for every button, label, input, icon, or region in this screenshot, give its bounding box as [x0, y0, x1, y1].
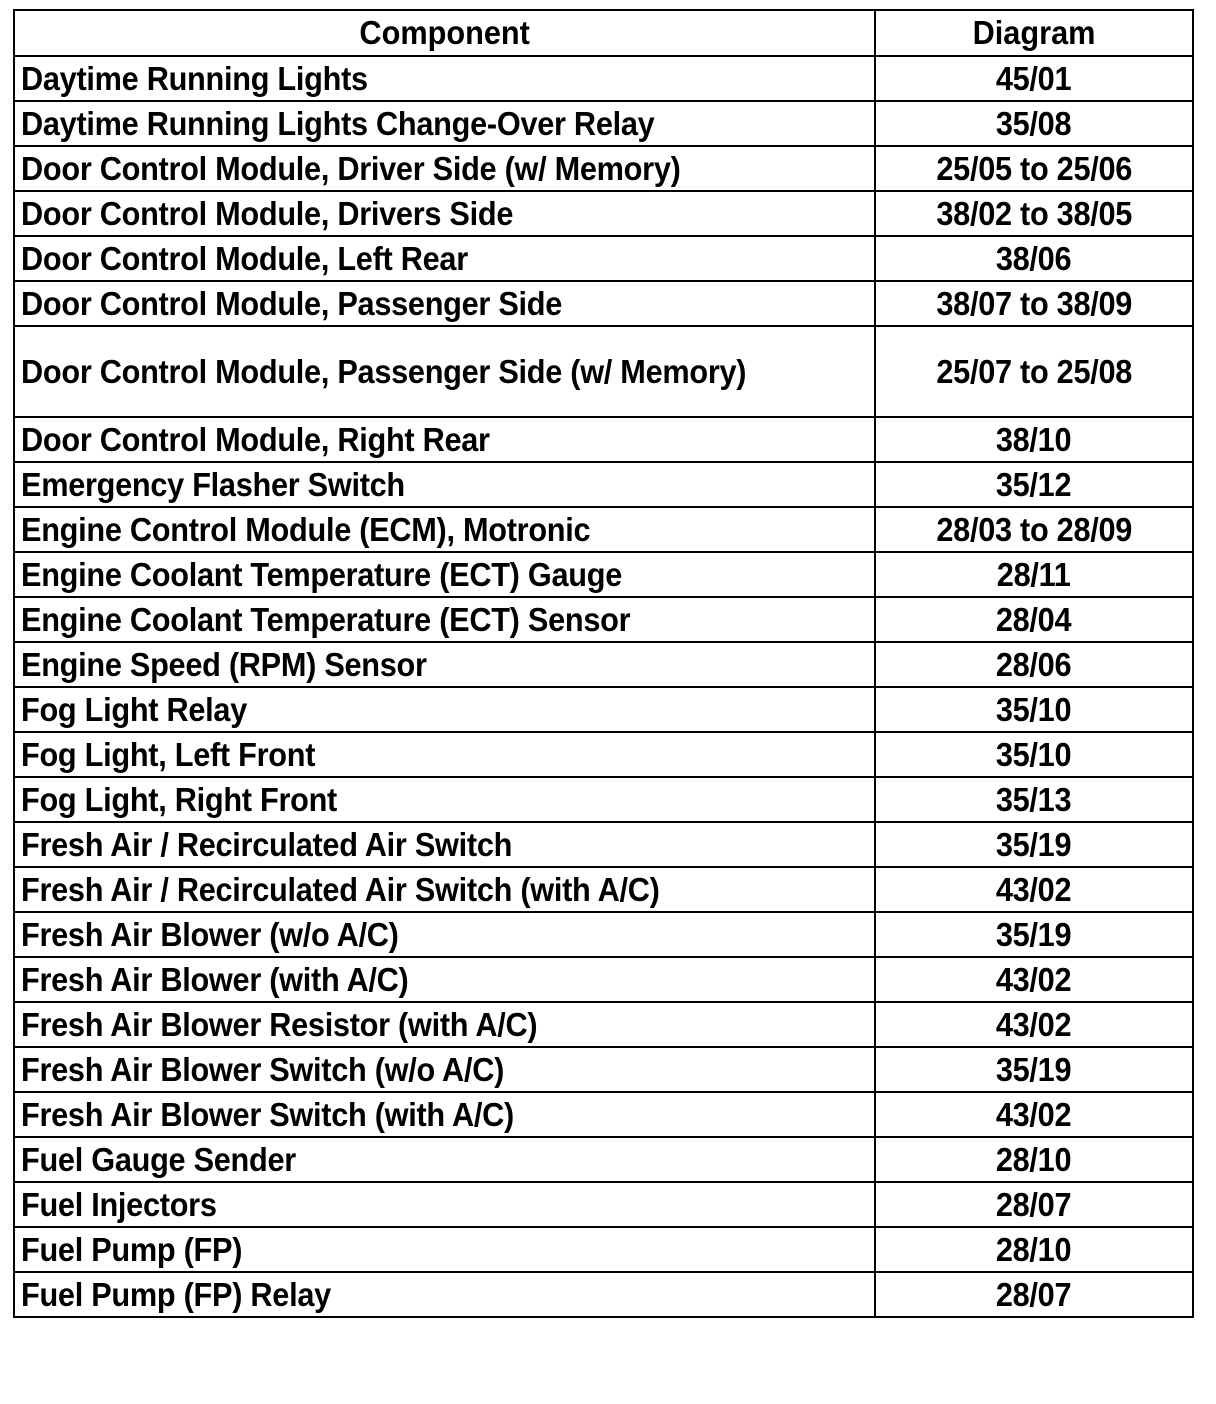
component-name: Fresh Air / Recirculated Air Switch: [21, 825, 513, 863]
table-row: [14, 732, 1193, 777]
table-row: [14, 326, 1193, 417]
component-name: Daytime Running Lights Change-Over Relay: [21, 104, 655, 142]
diagram-reference: 35/13: [996, 780, 1072, 818]
table-body: [14, 56, 1193, 1317]
diagram-cell: [875, 642, 1193, 687]
diagram-cell: [875, 462, 1193, 507]
diagram-cell: [875, 1272, 1193, 1317]
column-header-component-label: Component: [359, 14, 530, 51]
diagram-reference: 43/02: [996, 1095, 1072, 1133]
component-cell: [14, 417, 875, 462]
component-name: Fuel Pump (FP) Relay: [21, 1275, 331, 1313]
component-cell: [14, 642, 875, 687]
diagram-cell: [875, 1002, 1193, 1047]
diagram-cell: [875, 56, 1193, 101]
table-row: [14, 1137, 1193, 1182]
diagram-reference: 38/07 to 38/09: [936, 284, 1132, 322]
diagram-reference: 35/19: [996, 915, 1072, 953]
diagram-reference: 43/02: [996, 960, 1072, 998]
component-name: Engine Speed (RPM) Sensor: [21, 645, 427, 683]
table-row: [14, 597, 1193, 642]
component-cell: [14, 957, 875, 1002]
table-row: [14, 777, 1193, 822]
component-cell: [14, 1137, 875, 1182]
component-cell: [14, 1182, 875, 1227]
table-row: [14, 867, 1193, 912]
component-name: Fresh Air Blower Switch (w/o A/C): [21, 1050, 505, 1088]
table-row: [14, 822, 1193, 867]
component-cell: [14, 912, 875, 957]
diagram-reference: 35/10: [996, 690, 1072, 728]
component-cell: [14, 56, 875, 101]
component-cell: [14, 687, 875, 732]
table-row: [14, 1272, 1193, 1317]
component-cell: [14, 1047, 875, 1092]
component-cell: [14, 1092, 875, 1137]
component-cell: [14, 1272, 875, 1317]
diagram-reference: 28/10: [996, 1230, 1072, 1268]
component-cell: [14, 732, 875, 777]
diagram-reference: 28/07: [996, 1275, 1072, 1313]
column-header-diagram: [875, 10, 1193, 56]
diagram-cell: [875, 552, 1193, 597]
diagram-reference: 28/03 to 28/09: [936, 510, 1132, 548]
component-name: Fuel Gauge Sender: [21, 1140, 296, 1178]
diagram-reference: 43/02: [996, 870, 1072, 908]
diagram-cell: [875, 1227, 1193, 1272]
component-name: Daytime Running Lights: [21, 59, 368, 97]
component-cell: [14, 326, 875, 417]
table-row: [14, 1002, 1193, 1047]
diagram-cell: [875, 957, 1193, 1002]
column-header-diagram-label: Diagram: [972, 14, 1096, 51]
diagram-cell: [875, 101, 1193, 146]
diagram-cell: [875, 1092, 1193, 1137]
diagram-reference: 35/12: [996, 465, 1072, 503]
component-cell: [14, 867, 875, 912]
diagram-cell: [875, 867, 1193, 912]
component-cell: [14, 597, 875, 642]
diagram-cell: [875, 146, 1193, 191]
table-row: [14, 552, 1193, 597]
component-name: Fresh Air / Recirculated Air Switch (with A/C): [21, 870, 660, 908]
diagram-cell: [875, 777, 1193, 822]
diagram-cell: [875, 1182, 1193, 1227]
diagram-reference: 25/05 to 25/06: [936, 149, 1132, 187]
diagram-reference: 28/06: [996, 645, 1072, 683]
diagram-cell: [875, 1137, 1193, 1182]
diagram-reference: 28/07: [996, 1185, 1072, 1223]
component-cell: [14, 146, 875, 191]
component-name: Door Control Module, Driver Side (w/ Memory): [21, 149, 681, 187]
diagram-cell: [875, 912, 1193, 957]
component-table-sheet: [13, 9, 1192, 1318]
diagram-cell: [875, 597, 1193, 642]
component-diagram-table: [13, 9, 1194, 1318]
diagram-reference: 35/19: [996, 1050, 1072, 1088]
component-cell: [14, 1002, 875, 1047]
table-row: [14, 507, 1193, 552]
component-cell: [14, 822, 875, 867]
diagram-cell: [875, 1047, 1193, 1092]
table-row: [14, 236, 1193, 281]
diagram-reference: 45/01: [996, 59, 1072, 97]
component-name: Fuel Pump (FP): [21, 1230, 243, 1268]
table-row: [14, 191, 1193, 236]
diagram-cell: [875, 822, 1193, 867]
diagram-reference: 38/02 to 38/05: [936, 194, 1132, 232]
table-row: [14, 56, 1193, 101]
diagram-cell: [875, 326, 1193, 417]
diagram-reference: 38/10: [996, 420, 1072, 458]
diagram-reference: 43/02: [996, 1005, 1072, 1043]
table-row: [14, 1227, 1193, 1272]
component-cell: [14, 462, 875, 507]
diagram-cell: [875, 687, 1193, 732]
diagram-cell: [875, 191, 1193, 236]
component-cell: [14, 101, 875, 146]
table-row: [14, 957, 1193, 1002]
diagram-cell: [875, 281, 1193, 326]
diagram-cell: [875, 507, 1193, 552]
component-name: Fog Light Relay: [21, 690, 248, 728]
component-name: Fog Light, Right Front: [21, 780, 338, 818]
component-name: Engine Coolant Temperature (ECT) Gauge: [21, 555, 622, 593]
table-row: [14, 101, 1193, 146]
component-cell: [14, 552, 875, 597]
component-name: Door Control Module, Drivers Side: [21, 194, 514, 232]
diagram-reference: 28/11: [997, 555, 1071, 593]
header-row: [14, 10, 1193, 56]
component-name: Engine Control Module (ECM), Motronic: [21, 510, 591, 548]
component-name: Fresh Air Blower Switch (with A/C): [21, 1095, 514, 1133]
table-row: [14, 146, 1193, 191]
component-name: Door Control Module, Left Rear: [21, 239, 468, 277]
component-cell: [14, 777, 875, 822]
component-name: Door Control Module, Passenger Side: [21, 284, 563, 322]
diagram-reference: 35/19: [996, 825, 1072, 863]
diagram-reference: 28/04: [996, 600, 1072, 638]
component-cell: [14, 1227, 875, 1272]
component-name: Door Control Module, Passenger Side (w/ Memory): [21, 352, 747, 390]
diagram-cell: [875, 236, 1193, 281]
table-row: [14, 912, 1193, 957]
diagram-reference: 35/08: [996, 104, 1072, 142]
component-cell: [14, 191, 875, 236]
table-row: [14, 417, 1193, 462]
component-name: Engine Coolant Temperature (ECT) Sensor: [21, 600, 631, 638]
component-name: Fresh Air Blower (w/o A/C): [21, 915, 399, 953]
diagram-reference: 25/07 to 25/08: [936, 352, 1132, 390]
component-cell: [14, 236, 875, 281]
table-row: [14, 462, 1193, 507]
diagram-cell: [875, 732, 1193, 777]
diagram-cell: [875, 417, 1193, 462]
column-header-component: [14, 10, 875, 56]
diagram-reference: 28/10: [996, 1140, 1072, 1178]
table-row: [14, 687, 1193, 732]
component-name: Door Control Module, Right Rear: [21, 420, 490, 458]
component-name: Fuel Injectors: [21, 1185, 217, 1223]
diagram-reference: 35/10: [996, 735, 1072, 773]
component-name: Fresh Air Blower (with A/C): [21, 960, 409, 998]
component-name: Fresh Air Blower Resistor (with A/C): [21, 1005, 538, 1043]
table-row: [14, 281, 1193, 326]
table-row: [14, 1092, 1193, 1137]
table-row: [14, 1182, 1193, 1227]
component-cell: [14, 281, 875, 326]
component-cell: [14, 507, 875, 552]
component-name: Fog Light, Left Front: [21, 735, 316, 773]
component-name: Emergency Flasher Switch: [21, 465, 405, 503]
diagram-reference: 38/06: [996, 239, 1072, 277]
table-row: [14, 642, 1193, 687]
table-row: [14, 1047, 1193, 1092]
